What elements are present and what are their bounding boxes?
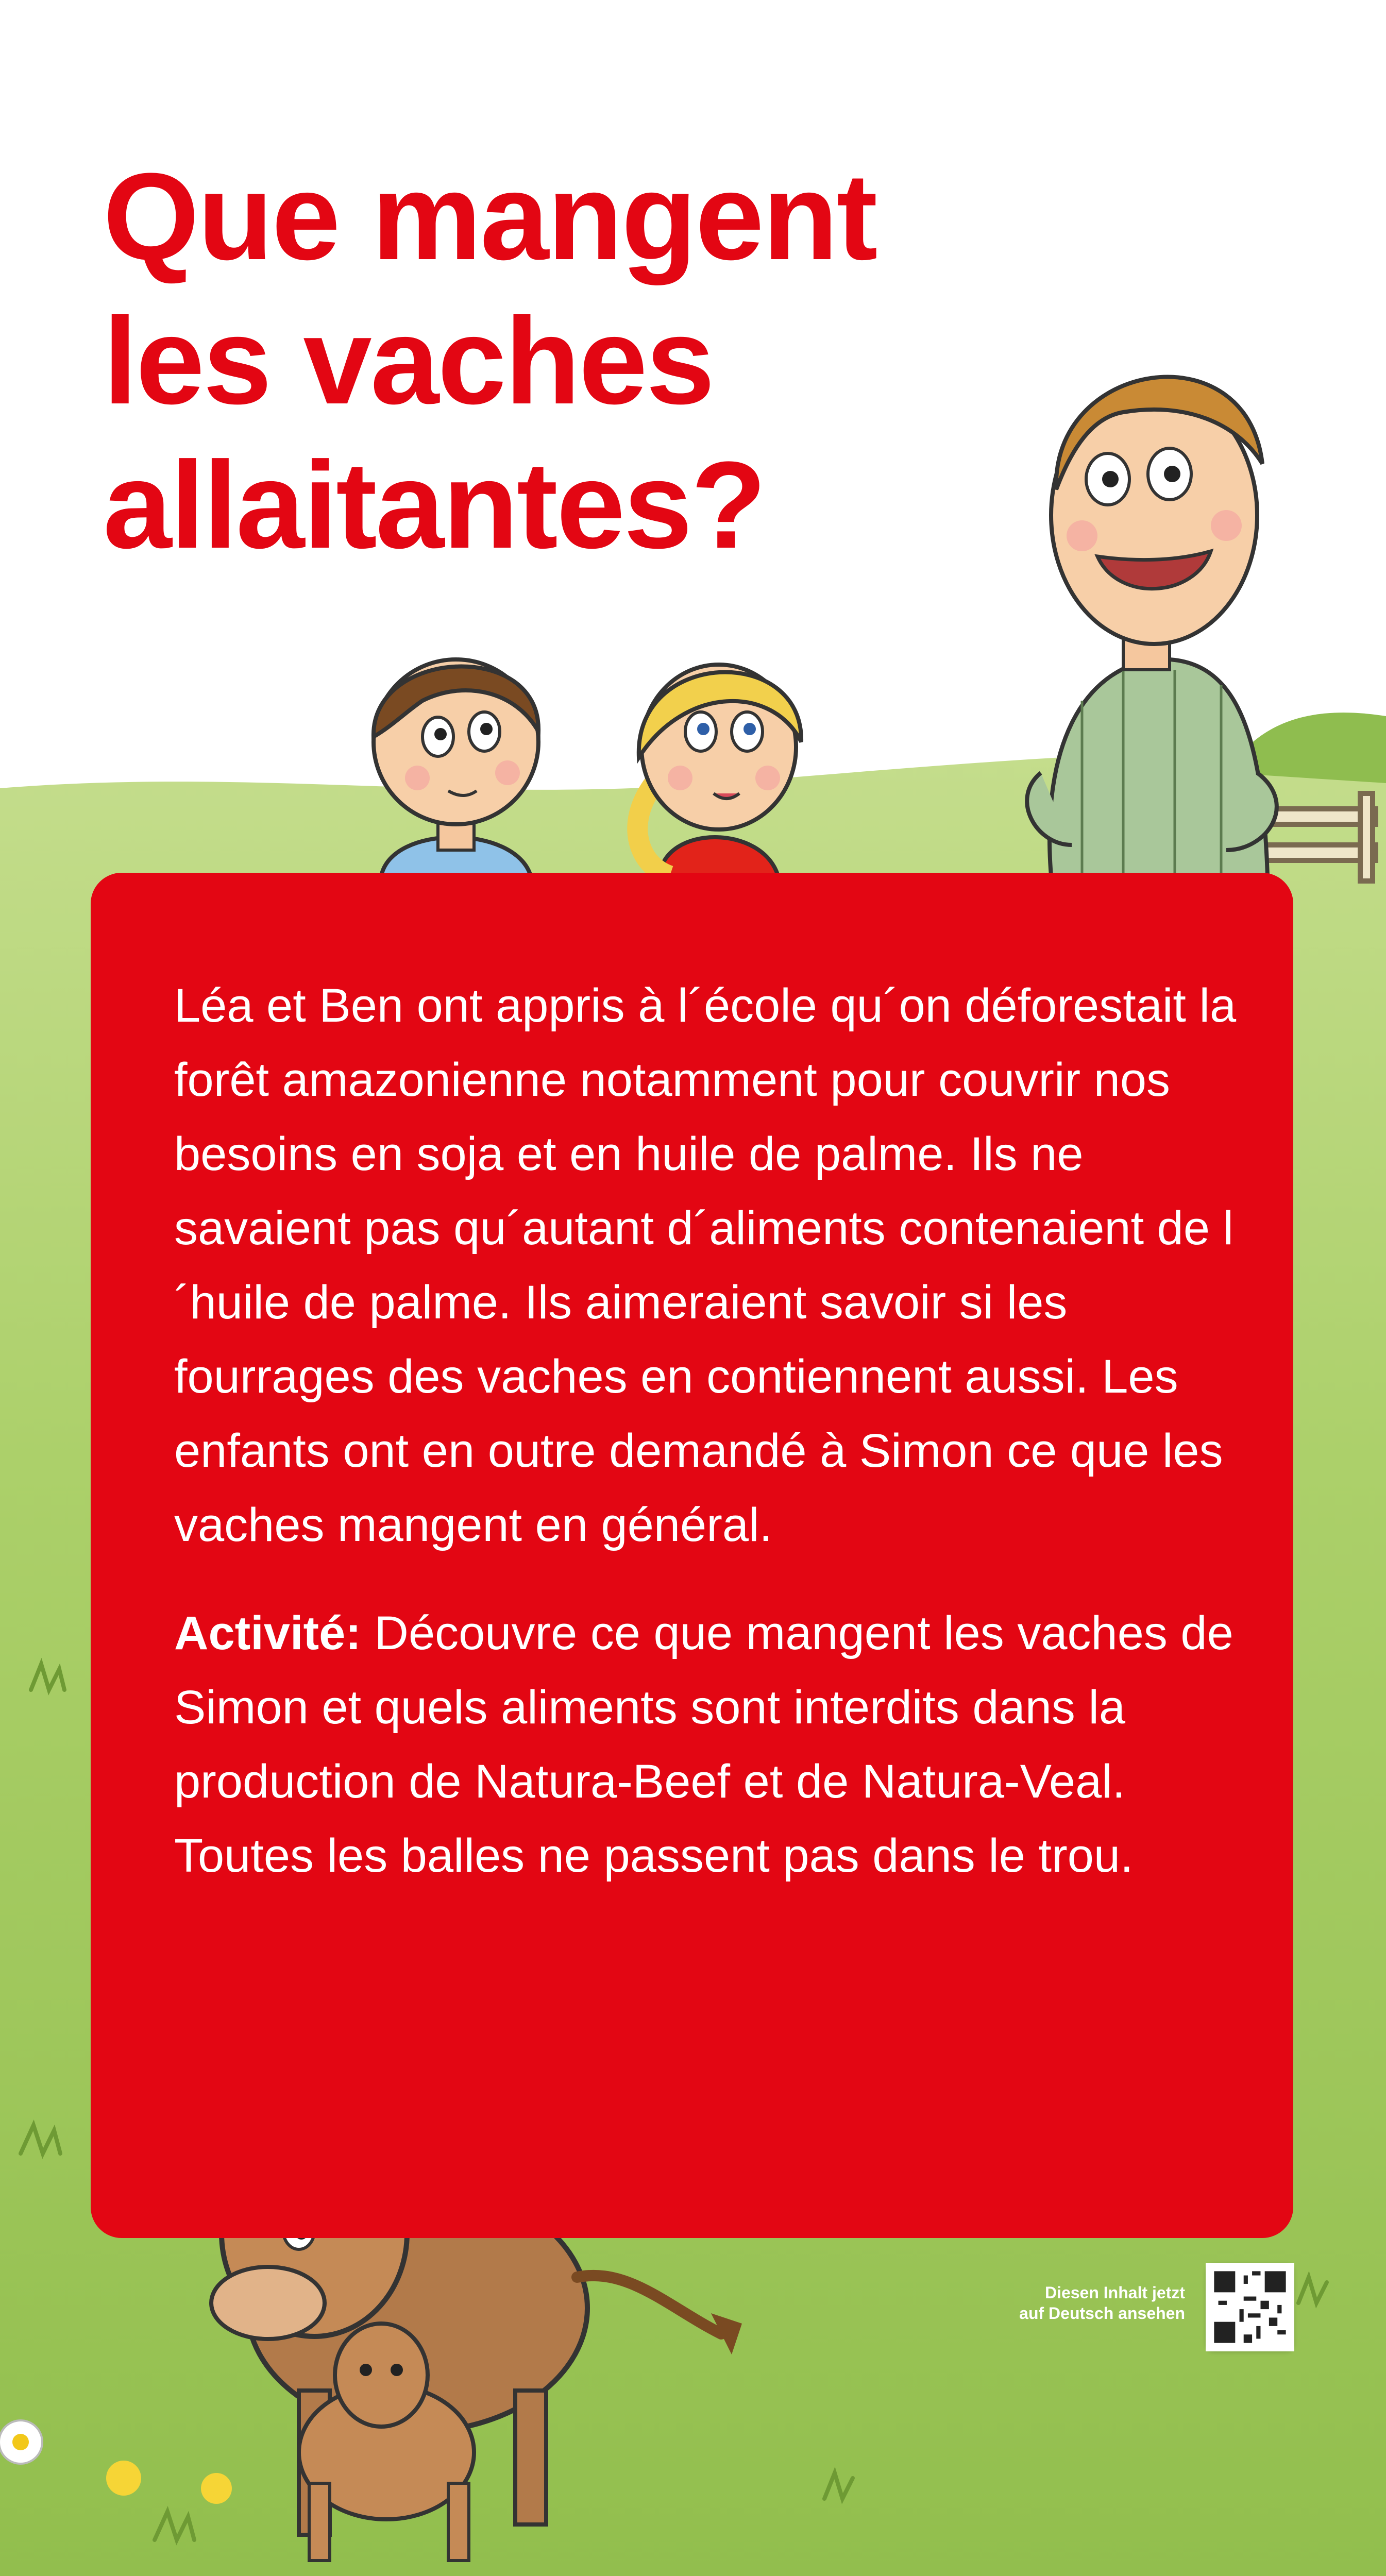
intro-paragraph: Léa et Ben ont appris à l´école qu´on déforestait la forêt amazonienne notamment pour couvrir nos besoins en soja et en huile de palme. Ils ne savaient pas qu´autant d´aliments contenaient de l´huile de palme. Ils aimeraient savoir si les fourrages des vaches en contiennent aussi. Les enfants ont en outre demandé à Simon ce que les vaches mangent en général. (174, 979, 1237, 1551)
activity-text: Découvre ce que mangent les vaches de Simon et quels aliments sont interdits dans la production de Natura-Beef et de Natura-Veal. Toutes les balles ne passent pas dans le trou. (174, 1607, 1233, 1882)
title-line: allaitantes? (103, 436, 765, 574)
farmer-illustration (1027, 377, 1277, 876)
qr-prompt-line: Diesen Inhalt jetzt (1044, 2283, 1185, 2302)
activity-paragraph (174, 1596, 1251, 1893)
qr-code-icon (1206, 2263, 1294, 2351)
activity-label: Activité: (174, 1607, 361, 1659)
panel-text (174, 969, 1251, 1893)
title-line: Que mangent (103, 147, 876, 285)
page-title (103, 144, 876, 577)
qr-prompt (979, 2282, 1185, 2324)
qr-code-german[interactable] (1206, 2263, 1294, 2351)
title-line: les vaches (103, 292, 714, 430)
qr-prompt-line: auf Deutsch ansehen (1019, 2304, 1185, 2323)
